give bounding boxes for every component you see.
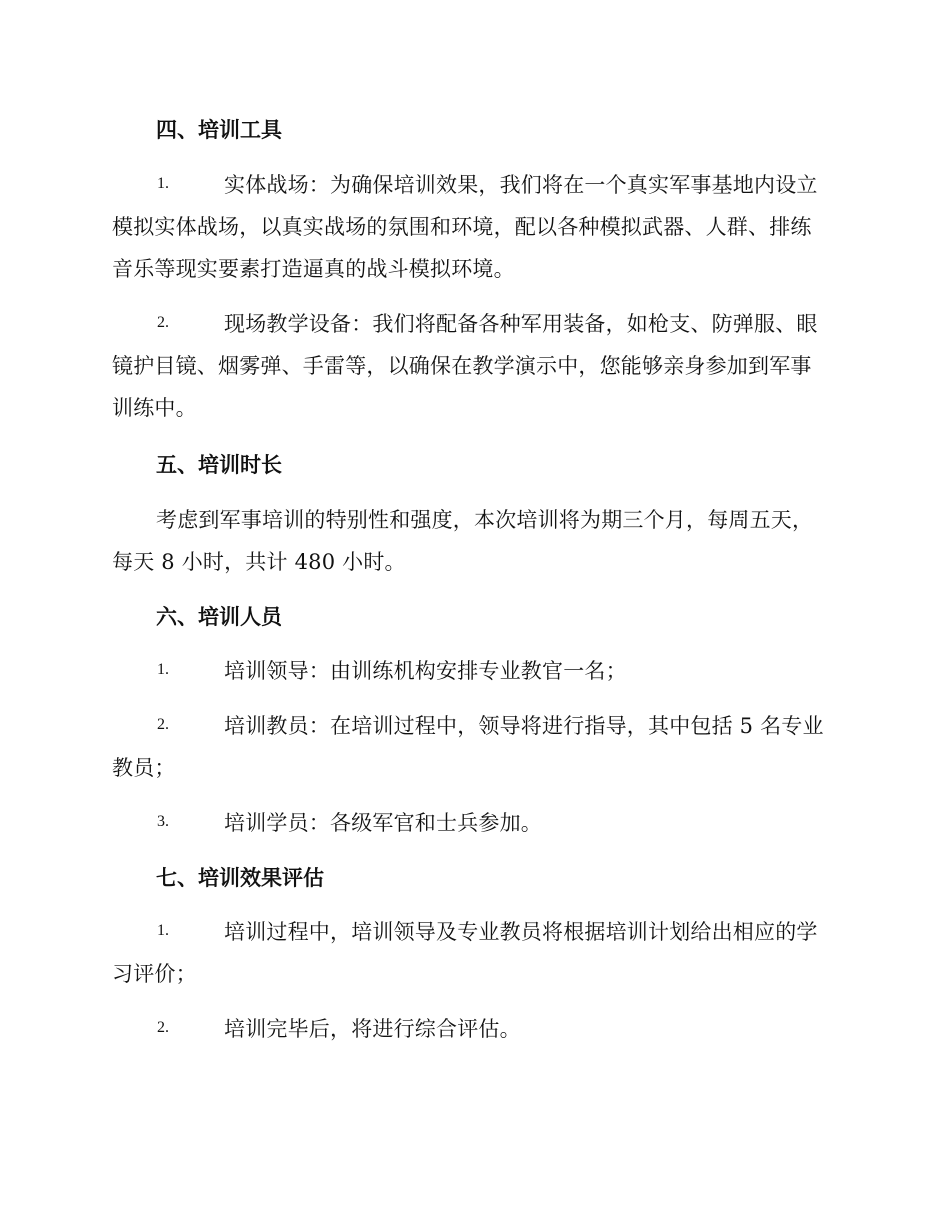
paragraph-line: 模拟实体战场，以真实战场的氛围和环境，配以各种模拟武器、人群、排练: [112, 215, 812, 239]
paragraph-line: 培训过程中，培训领导及专业教员将根据培训计划给出相应的学: [224, 920, 818, 944]
paragraph-line: 考虑到军事培训的特别性和强度，本次培训将为期三个月，每周五天，: [156, 508, 814, 532]
paragraph-line: 培训教员：在培训过程中，领导将进行指导，其中包括 5 名专业: [224, 714, 824, 738]
paragraph-line: 镜护目镜、烟雾弹、手雷等，以确保在教学演示中，您能够亲身参加到军事: [112, 354, 812, 378]
section-heading-tools: 四、培训工具: [156, 117, 282, 142]
list-number: 2.: [157, 1019, 169, 1036]
section-heading-evaluation: 七、培训效果评估: [156, 865, 324, 890]
paragraph-line: 教员；: [112, 756, 176, 780]
paragraph-line: 现场教学设备：我们将配备各种军用装备，如枪支、防弹服、眼: [224, 312, 818, 336]
paragraph-line: 每天 8 小时，共计 480 小时。: [112, 550, 406, 574]
list-number: 2.: [157, 716, 169, 733]
list-number: 3.: [157, 813, 169, 830]
paragraph-line: 训练中。: [112, 396, 197, 420]
paragraph-line: 实体战场：为确保培训效果，我们将在一个真实军事基地内设立: [224, 173, 818, 197]
paragraph-line: 培训学员：各级军官和士兵参加。: [224, 811, 542, 835]
paragraph-line: 音乐等现实要素打造逼真的战斗模拟环境。: [112, 257, 515, 281]
list-number: 1.: [157, 661, 169, 678]
paragraph-line: 习评价；: [112, 962, 197, 986]
section-heading-staff: 六、培训人员: [156, 604, 282, 629]
list-number: 2.: [157, 314, 169, 331]
list-number: 1.: [157, 922, 169, 939]
section-heading-duration: 五、培训时长: [156, 452, 282, 477]
paragraph-line: 培训完毕后，将进行综合评估。: [224, 1017, 521, 1041]
paragraph-line: 培训领导：由训练机构安排专业教官一名；: [224, 659, 627, 683]
list-number: 1.: [157, 175, 169, 192]
